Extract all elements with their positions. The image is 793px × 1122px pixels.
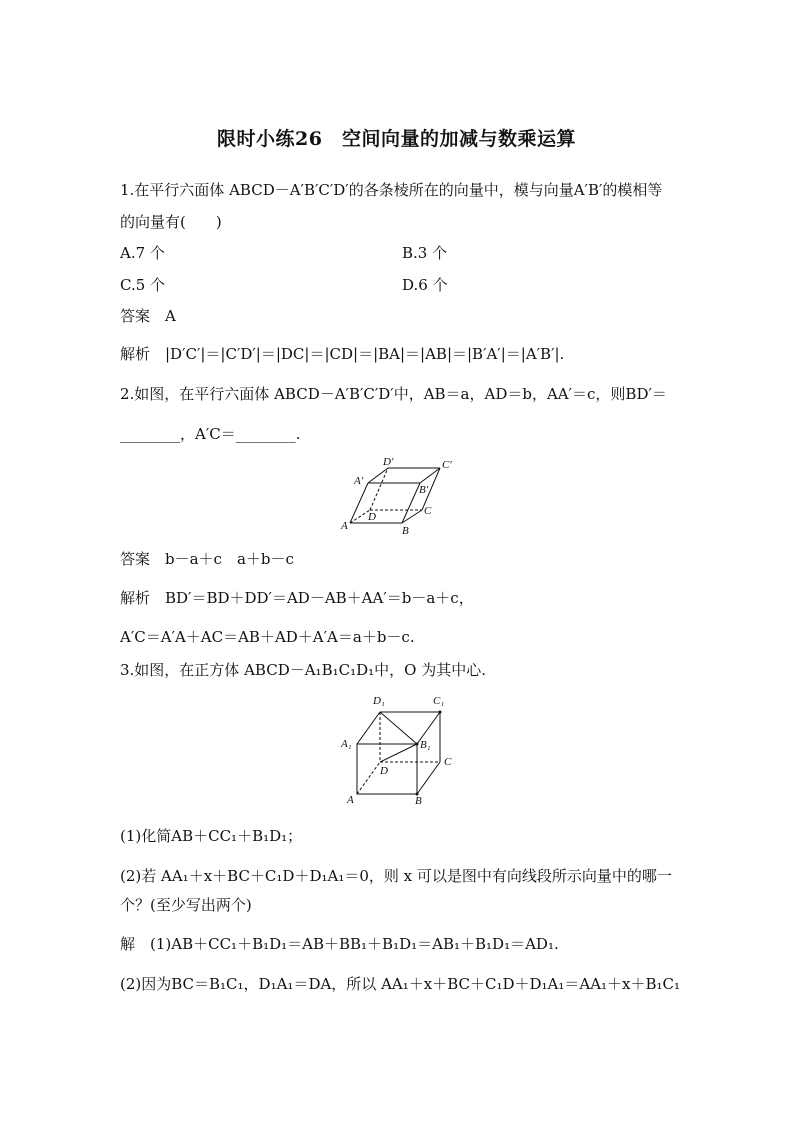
q3-part2-line2: 个？(至少写出两个) — [120, 896, 252, 914]
q1-stem-line2: 的向量有( ) — [120, 213, 222, 231]
q2-answer: 答案 b－a＋c a＋b－c — [120, 550, 294, 568]
label-d: D — [368, 511, 376, 523]
q1-analysis: 解析 |D′C′|＝|C′D′|＝|DC|＝|CD|＝|BA|＝|AB|＝|B′A′|＝|A′B′|. — [120, 345, 565, 363]
label-b-prime: B′ — [419, 484, 429, 496]
label-b: B — [415, 795, 422, 807]
parallelepiped-figure — [335, 453, 465, 538]
q1-answer: 答案 A — [120, 307, 176, 325]
cube-figure — [335, 689, 465, 809]
q1-option-c: C.5 个 — [120, 276, 166, 294]
q2-analysis-line2: A′C＝A′A＋AC＝AB＋AD＋A′A＝a＋b－c. — [120, 628, 415, 646]
label-a1: A₁ — [341, 738, 352, 750]
q3-part2-line1: (2)若 AA₁＋x＋BC＋C₁D＋D₁A₁＝0，则 x 可以是图中有向线段所示向量中的哪一 — [120, 867, 672, 885]
label-c: C — [424, 505, 432, 517]
label-a: A — [341, 520, 348, 532]
q3-part1: (1)化简AB＋CC₁＋B₁D₁； — [120, 827, 303, 845]
q2-analysis-line1: 解析 BD′＝BD＋DD′＝AD－AB＋AA′＝b－a＋c， — [120, 589, 474, 607]
page-title: 限时小练26 空间向量的加减与数乘运算 — [217, 128, 576, 150]
label-d: D — [380, 765, 388, 777]
label-a: A — [347, 794, 354, 806]
q1-option-d: D.6 个 — [402, 276, 448, 294]
label-b1: B₁ — [420, 739, 431, 751]
q3-solution1: 解 (1)AB＋CC₁＋B₁D₁＝AB＋BB₁＋B₁D₁＝AB₁＋B₁D₁＝AD₁. — [120, 935, 559, 953]
q1-stem-line1: 1.在平行六面体 ABCD－A′B′C′D′的各条棱所在的向量中，模与向量A′B′的模相等 — [120, 181, 663, 199]
label-b: B — [402, 525, 409, 537]
q2-stem-line2: ________，A′C＝________. — [120, 425, 301, 443]
label-c-prime: C′ — [442, 459, 452, 471]
label-d1: D₁ — [373, 695, 385, 707]
label-c1: C₁ — [433, 695, 445, 707]
q1-option-b: B.3 个 — [402, 244, 448, 262]
q3-solution2: (2)因为BC＝B₁C₁，D₁A₁＝DA，所以 AA₁＋x＋BC＋C₁D＋D₁A₁＝AA₁＋x＋B₁C₁ — [120, 975, 681, 993]
q2-stem-line1: 2.如图，在平行六面体 ABCD－A′B′C′D′中，AB＝a，AD＝b，AA′＝c，则BD′＝ — [120, 385, 667, 403]
q3-stem: 3.如图，在正方体 ABCD－A₁B₁C₁D₁中，O 为其中心. — [120, 661, 486, 679]
label-c: C — [444, 756, 452, 768]
label-d-prime: D′ — [383, 456, 394, 468]
q1-option-a: A.7 个 — [120, 244, 165, 262]
label-a-prime: A′ — [354, 475, 364, 487]
